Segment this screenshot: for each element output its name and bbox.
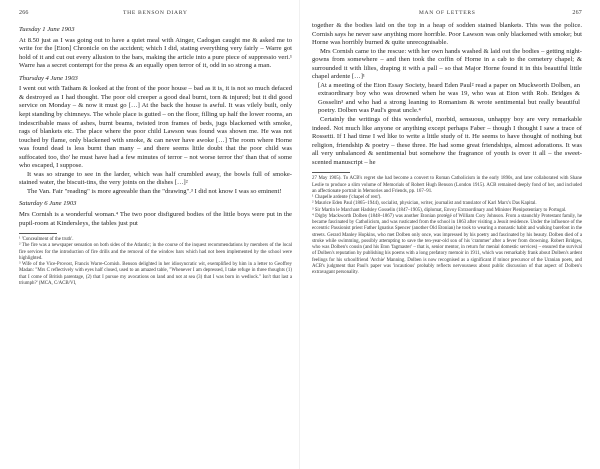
diary-date-heading: Saturday 6 June 1903 [19, 200, 77, 208]
diary-paragraph: It was so strange to see in the larder, which was half crumbled away, the bowls full of smoke-stained water, the biscuit-tins, the very joints on the dishes […]² [19, 170, 292, 187]
diary-paragraph: At 8.50 just as I was going out to have a quiet meal with Ainger, Cadogan caught me & asked me to write for the [Eton] Chronicle on the accident; which I did, stating everything very fairly – Warre got hold of it and cut out every allusion to the bars, making the article into a pure piece of suppressio veri.¹ Warre has a secret contempt for the press & an equally open terror of it, odd in so strong a man. [19, 36, 292, 70]
diary-paragraph: Certainly the writings of this wonderful, morbid, sensuous, unhappy boy are very remarkable indeed. Not much like anyone or anything except perhaps Faber – though I thought I saw a trace of Rossetti. If I had time I wd like to write a little study of it. He seems to have thought of nothing but religion, friendship & poetry – these three. He had some great friendships, almost adorations. It was all very unbalanced & sentimental but somehow the fragrance of youth is over it all – the sweet-scented manuscript – he [312, 116, 582, 166]
left-page-number: 266 [19, 10, 29, 16]
footnote: ⁴ Digby Mackworth Dolben (1848–1867) was another Etonian protégé of William Cory Johnson. From a staunchly Protestant family, he became fascinated by Catholicism, and was rusticated from the school in 1863 after visiting a Jesuit residence. Under the influence of the eccentric Passionist priest Father Ignatius Spencer (another Old Etonian) he took to wearing a monastic habit and walking barefoot in the streets. Gerard Manley Hopkins, who met Dolben only once, was impressed by his poetry and fascinated by his beauty. Dolben died of a stroke while swimming, possibly attempting to save the ten-year-old son of his 'crammer' after a fever from drowning. Robert Bridges, who was Dolben's cousin (and his Eton 'fagmaster' – that is, senior mentor, in return for menial domestic services) – ensured the survival of Dolben's reputation by publishing his poems with a long prefatory memoir in 1911, which was remarkably frank about Dolben's ardent feelings for his schoolfriend 'Archie' Manning. Dolben is now recognised as a significant if minor precursor of the Uranian poets, and ACB's judgment that Paul's paper was 'incautious' probably reflects nervousness about public discussion of that aspect of Dolben's extravagant personality. [312, 213, 582, 276]
footnote: ³ Sir Martin le Marchant Hadsley Gosselin (1847–1905), diplomat, Envoy Extraordinary and Minister Plenipotentiary to Portugal. [312, 207, 567, 213]
right-running-title: MAN OF LETTERS [418, 10, 476, 16]
diary-date-heading: Thursday 4 June 1903 [19, 74, 78, 82]
footnote: ¹ Chapelle ardente ('chapel of rest'). [312, 195, 382, 201]
footnote: 27 May 1905). To ACB's regret she had become a convert to Roman Catholicism in the early 1890s, and later collaborated with Shane Leslie to produce a slim volume of Memorials of Robert Hugh Benson (London 1915). ACB remained deeply fond of her, and included an affectionate portrait in Memories and Friends, pp. 167–91. [312, 176, 582, 194]
diary-paragraph: Mrs Cornish came to the rescue: with her own hands washed & laid out the bodies – getting night-gowns from somewhere – and then took the coffin of Horne in a cab to the cemetery chapel; & surrounded it with lilies, draping it with a pall – so that Major Horne found it in this beautiful little chapel ardente […]¹ [312, 47, 582, 81]
diary-paragraph: I went out with Tatham & looked at the front of the poor house – bad as it is, it is not so much defaced & destroyed as I had thought. The poor old creeper a good deal burnt, torn & injured; but it did good service on Monday – & now it must go […] At the back the house is awful. It was vilely built, only kept standing by chimneys. The whole place is gutted – on the floor, filling up half the lower rooms, an indescribable mass of ashes, burnt beams, twisted iron frames of beds, jugs blackened with smoke, rags of blankets etc. The place where the poor child Lawson was found was shown me. He was not touched by flame, only blackened with smoke, & can never have awoke […] The room where Horne was found dead is less burnt than many – and there seems little doubt that the poor child was suffocated too, tho' he must have had a few minutes of terror – not worse terror tho' than that of some who escaped, I suppose. [19, 85, 292, 170]
diary-date-heading: Tuesday 1 June 1903 [19, 26, 75, 33]
footnote: ³ Wife of the Vice-Provost, Francis Warre-Cornish. Benson delighted in her idiosyncratic wit, exemplified by him in a letter to Geoffrey Madan: "Mrs C reflectively with eyes half closed, used to an amazed table, "Whenever I am depressed, I take refuge in three thoughts (1) that I come of British parentage, (2) that I pursue my avocations on land and not at sea (3) that I was born in wedlock." Isn't that last a triumph?' (MCA, C/ACB/VI, [19, 262, 292, 286]
diary-paragraph: Mrs Cornish is a wonderful woman.⁴ The two poor disfigured bodies of the little boys were put in the pupil-room at Kindersleys, the tables just put [19, 211, 292, 227]
right-running-head [312, 10, 582, 22]
left-running-head [19, 10, 292, 22]
editorial-insert: [At a meeting of the Eton Essay Society, heard Eden Paul² read a paper on Muckworth Dolben, an extraordinary boy who was drowned when he was 19, who was at Eton with Rob. Bridges & Gosselin³ and who had a strong leaning to Romanism & wrote sentimental but really beautiful poetry. Dolben was Paul's great uncle.⁴ [318, 81, 580, 115]
left-running-title: THE BENSON DIARY [122, 10, 188, 16]
diary-paragraph: together & the bodies laid on the top in a heap of sodden stained blankets. This was the police. Cornish says he never saw anything more horrible. Poor Lawson was only blackened with smoke; but Horne was horribly burned & quite unrecognisable. [312, 22, 582, 47]
diary-paragraph: The Van. Fair "reading" is more agreeable than the "drawing".³ I did not know I was so eminent! [27, 187, 282, 195]
right-page [300, 0, 600, 469]
footnote: ² Maurice Eden Paul (1865–1944), socialist, physician, writer, journalist and translator of Karl Marx's Das Kapital. [312, 201, 537, 207]
footnote: ¹ 'Concealment of the truth'. [19, 237, 74, 243]
right-page-number: 267 [572, 10, 582, 16]
right-footnotes [312, 176, 582, 276]
footnote: ² The fire was a newspaper sensation on both sides of the Atlantic; in the course of the inquest recommendations by members of the local fire services for the introduction of fire drills and the removal of the window bars which had not been implemented by the school were highlighted. [19, 243, 292, 261]
left-footnotes [19, 237, 292, 287]
footnote-rule [312, 172, 350, 173]
gutter [299, 0, 300, 469]
footnote-rule [19, 233, 57, 234]
